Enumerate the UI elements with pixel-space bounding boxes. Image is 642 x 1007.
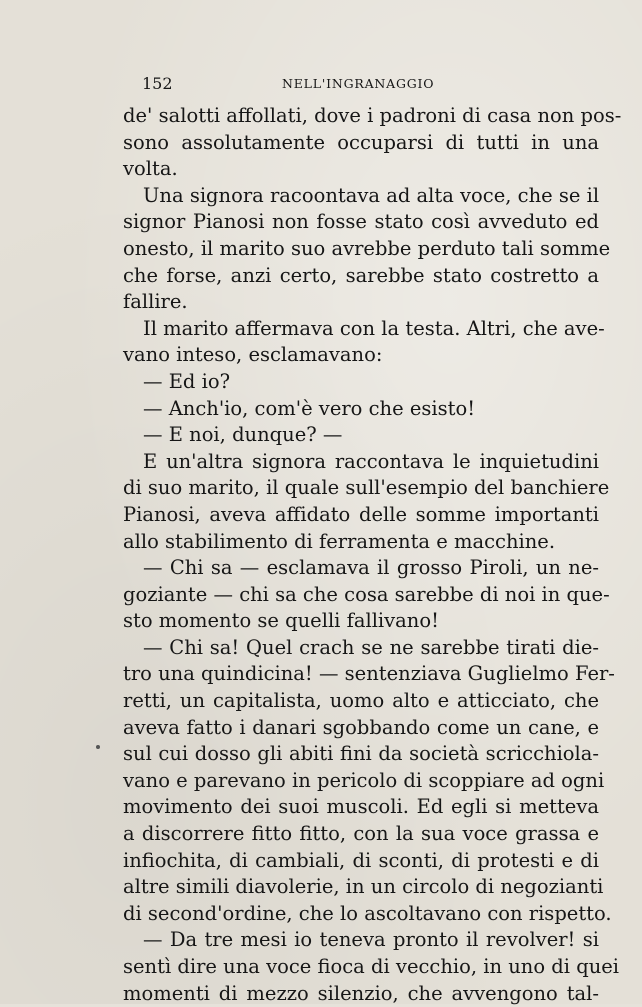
text-line: — Chi sa! Quel crach se ne sarebbe tirati die- — [143, 635, 599, 659]
text-line: Pianosi, aveva affidato delle somme importanti — [123, 502, 599, 526]
text-line: goziante — chi sa che cosa sarebbe di noi in que- — [123, 582, 610, 606]
text-line: momenti di mezzo silenzio, che avvengono tal- — [123, 981, 599, 1005]
text-line: onesto, il marito suo avrebbe perduto tali somme — [123, 236, 611, 260]
text-line: sono assolutamente occuparsi di tutti in una — [123, 130, 599, 154]
text-line: a discorrere fitto fitto, con la sua voce grassa e — [123, 822, 599, 846]
text-line: movimento dei suoi muscoli. Ed egli si metteva — [123, 795, 599, 819]
text-line: che forse, anzi certo, sarebbe stato costretto a — [123, 263, 599, 287]
text-line: vano e parevano in pericolo di scoppiare ad ogni — [123, 768, 605, 792]
text-line: tro una quindicina! — sentenziava Guglielmo Fer- — [123, 662, 615, 686]
text-line: — Chi sa — esclamava il grosso Piroli, un ne- — [143, 556, 599, 580]
text-line: — Anch'io, com'è vero che esisto! — [143, 396, 476, 420]
text-line: — Ed io? — [143, 369, 231, 393]
text-line: — Da tre mesi io teneva pronto il revolver! si — [143, 928, 599, 952]
page-number: 152 — [142, 74, 173, 93]
text-line: Il marito affermava con la testa. Altri, che ave- — [143, 316, 605, 340]
text-line: sto momento se quelli fallivano! — [123, 609, 439, 633]
running-title: NELL'INGRANAGGIO — [282, 76, 435, 91]
body-text — [123, 103, 622, 1007]
text-line: de' salotti affollati, dove i padroni di casa non pos- — [123, 104, 622, 127]
text-line: Una signora racoontava ad alta voce, che se il — [143, 183, 600, 207]
text-line: sentì dire una voce fioca di vecchio, in uno di quei — [123, 955, 620, 978]
margin-speck — [96, 745, 100, 749]
text-line: volta. — [123, 157, 178, 181]
text-line: infiochita, di cambiali, di sconti, di protesti e di — [123, 848, 599, 872]
text-line: di second'ordine, che lo ascoltavano con rispetto. — [123, 901, 612, 925]
text-line: allo stabilimento di ferramenta e macchine. — [123, 529, 556, 553]
text-line: altre simili diavolerie, in un circolo di negozianti — [123, 875, 604, 899]
text-line: fallire. — [123, 290, 188, 314]
text-line: di suo marito, il quale sull'esempio del banchiere — [123, 476, 610, 500]
text-line: — E noi, dunque? — — [143, 423, 343, 447]
text-line: vano inteso, esclamavano: — [123, 343, 383, 367]
text-line: E un'altra signora raccontava le inquietudini — [143, 449, 599, 473]
text-line: signor Pianosi non fosse stato così avveduto ed — [123, 210, 599, 234]
text-line: aveva fatto i danari sgobbando come un cane, e — [123, 715, 599, 739]
page-header — [142, 74, 502, 98]
text-line: retti, un capitalista, uomo alto e atticciato, che — [123, 689, 599, 713]
text-line: sul cui dosso gli abiti fini da società scricchiola- — [123, 742, 599, 766]
